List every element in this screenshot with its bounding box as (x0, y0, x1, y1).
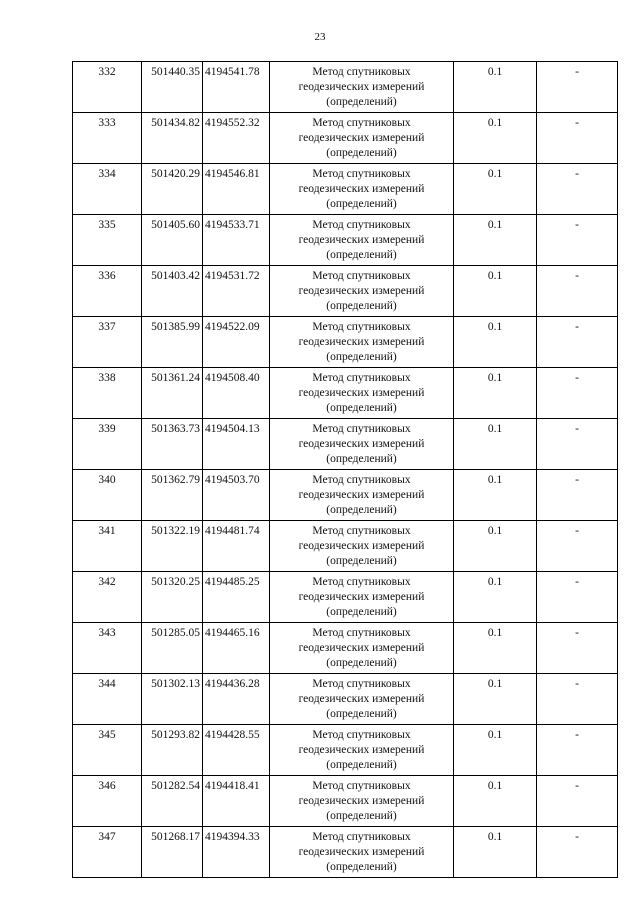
x-coordinate-cell: 501434.82 (142, 113, 203, 164)
note-cell: - (537, 623, 618, 674)
method-text-line: Метод спутниковых (312, 474, 411, 486)
accuracy-cell: 0.1 (454, 215, 537, 266)
point-number-cell: 346 (73, 776, 142, 827)
note-cell: - (537, 521, 618, 572)
accuracy-cell: 0.1 (454, 827, 537, 878)
method-cell (270, 266, 454, 317)
y-coordinate-cell: 4194394.33 (203, 827, 270, 878)
table-row (73, 164, 618, 215)
method-text-line: геодезических измерений (298, 285, 425, 297)
table-row (73, 572, 618, 623)
y-coordinate-cell: 4194541.78 (203, 62, 270, 113)
accuracy-cell: 0.1 (454, 725, 537, 776)
method-text-line: (определений) (326, 198, 397, 210)
accuracy-cell: 0.1 (454, 776, 537, 827)
x-coordinate-cell: 501268.17 (142, 827, 203, 878)
point-number-cell: 334 (73, 164, 142, 215)
accuracy-cell: 0.1 (454, 572, 537, 623)
method-text-line: (определений) (326, 453, 397, 465)
accuracy-cell: 0.1 (454, 164, 537, 215)
method-text-line: геодезических измерений (298, 642, 425, 654)
table-row (73, 113, 618, 164)
method-text-line: геодезических измерений (298, 744, 425, 756)
accuracy-cell: 0.1 (454, 521, 537, 572)
method-cell (270, 317, 454, 368)
point-number-cell: 347 (73, 827, 142, 878)
x-coordinate-cell: 501320.25 (142, 572, 203, 623)
accuracy-cell: 0.1 (454, 266, 537, 317)
table-row (73, 521, 618, 572)
method-text-line: геодезических измерений (298, 387, 425, 399)
coordinates-table (72, 61, 618, 878)
method-cell (270, 521, 454, 572)
x-coordinate-cell: 501322.19 (142, 521, 203, 572)
method-text-line: геодезических измерений (298, 846, 425, 858)
method-cell (270, 827, 454, 878)
method-text-line: Метод спутниковых (312, 780, 411, 792)
method-text-line: Метод спутниковых (312, 423, 411, 435)
y-coordinate-cell: 4194508.40 (203, 368, 270, 419)
point-number-cell: 339 (73, 419, 142, 470)
x-coordinate-cell: 501403.42 (142, 266, 203, 317)
method-text-line: геодезических измерений (298, 438, 425, 450)
accuracy-cell: 0.1 (454, 623, 537, 674)
point-number-cell: 345 (73, 725, 142, 776)
x-coordinate-cell: 501362.79 (142, 470, 203, 521)
point-number-cell: 344 (73, 674, 142, 725)
x-coordinate-cell: 501285.05 (142, 623, 203, 674)
method-text-line: Метод спутниковых (312, 576, 411, 588)
note-cell: - (537, 317, 618, 368)
method-text-line: (определений) (326, 810, 397, 822)
method-text-line: (определений) (326, 657, 397, 669)
method-text-line: Метод спутниковых (312, 525, 411, 537)
table-row (73, 674, 618, 725)
accuracy-cell: 0.1 (454, 368, 537, 419)
method-text-line: Метод спутниковых (312, 168, 411, 180)
point-number-cell: 333 (73, 113, 142, 164)
method-text-line: (определений) (326, 759, 397, 771)
point-number-cell: 332 (73, 62, 142, 113)
table-row (73, 725, 618, 776)
note-cell: - (537, 215, 618, 266)
note-cell: - (537, 470, 618, 521)
method-text-line: Метод спутниковых (312, 219, 411, 231)
method-cell (270, 113, 454, 164)
note-cell: - (537, 62, 618, 113)
method-cell (270, 725, 454, 776)
accuracy-cell: 0.1 (454, 62, 537, 113)
y-coordinate-cell: 4194503.70 (203, 470, 270, 521)
method-text-line: геодезических измерений (298, 336, 425, 348)
accuracy-cell: 0.1 (454, 419, 537, 470)
method-text-line: (определений) (326, 300, 397, 312)
point-number-cell: 342 (73, 572, 142, 623)
method-text-line: (определений) (326, 96, 397, 108)
x-coordinate-cell: 501302.13 (142, 674, 203, 725)
method-cell (270, 164, 454, 215)
y-coordinate-cell: 4194428.55 (203, 725, 270, 776)
method-cell (270, 674, 454, 725)
method-cell (270, 572, 454, 623)
x-coordinate-cell: 501361.24 (142, 368, 203, 419)
method-cell (270, 368, 454, 419)
point-number-cell: 338 (73, 368, 142, 419)
method-text-line: геодезических измерений (298, 795, 425, 807)
method-text-line: геодезических измерений (298, 540, 425, 552)
x-coordinate-cell: 501405.60 (142, 215, 203, 266)
accuracy-cell: 0.1 (454, 674, 537, 725)
y-coordinate-cell: 4194465.16 (203, 623, 270, 674)
method-text-line: Метод спутниковых (312, 678, 411, 690)
table-row (73, 419, 618, 470)
accuracy-cell: 0.1 (454, 317, 537, 368)
method-text-line: геодезических измерений (298, 591, 425, 603)
note-cell: - (537, 368, 618, 419)
note-cell: - (537, 419, 618, 470)
coordinates-table-body (73, 62, 618, 878)
accuracy-cell: 0.1 (454, 113, 537, 164)
y-coordinate-cell: 4194533.71 (203, 215, 270, 266)
table-row (73, 470, 618, 521)
note-cell: - (537, 827, 618, 878)
method-text-line: (определений) (326, 504, 397, 516)
y-coordinate-cell: 4194531.72 (203, 266, 270, 317)
method-text-line: геодезических измерений (298, 132, 425, 144)
method-text-line: геодезических измерений (298, 81, 425, 93)
y-coordinate-cell: 4194436.28 (203, 674, 270, 725)
method-text-line: Метод спутниковых (312, 729, 411, 741)
note-cell: - (537, 725, 618, 776)
method-text-line: Метод спутниковых (312, 117, 411, 129)
x-coordinate-cell: 501293.82 (142, 725, 203, 776)
method-text-line: Метод спутниковых (312, 372, 411, 384)
method-text-line: (определений) (326, 606, 397, 618)
accuracy-cell: 0.1 (454, 470, 537, 521)
method-text-line: геодезических измерений (298, 489, 425, 501)
table-row (73, 266, 618, 317)
y-coordinate-cell: 4194418.41 (203, 776, 270, 827)
method-cell (270, 215, 454, 266)
note-cell: - (537, 674, 618, 725)
method-cell (270, 776, 454, 827)
method-text-line: геодезических измерений (298, 183, 425, 195)
method-cell (270, 419, 454, 470)
y-coordinate-cell: 4194504.13 (203, 419, 270, 470)
x-coordinate-cell: 501363.73 (142, 419, 203, 470)
y-coordinate-cell: 4194481.74 (203, 521, 270, 572)
table-row (73, 215, 618, 266)
y-coordinate-cell: 4194552.32 (203, 113, 270, 164)
table-row (73, 776, 618, 827)
point-number-cell: 335 (73, 215, 142, 266)
method-text-line: (определений) (326, 708, 397, 720)
method-text-line: Метод спутниковых (312, 270, 411, 282)
page-number: 23 (314, 31, 326, 43)
method-cell (270, 62, 454, 113)
x-coordinate-cell: 501420.29 (142, 164, 203, 215)
point-number-cell: 340 (73, 470, 142, 521)
point-number-cell: 343 (73, 623, 142, 674)
note-cell: - (537, 113, 618, 164)
method-text-line: геодезических измерений (298, 234, 425, 246)
x-coordinate-cell: 501282.54 (142, 776, 203, 827)
method-text-line: Метод спутниковых (312, 627, 411, 639)
x-coordinate-cell: 501385.99 (142, 317, 203, 368)
method-text-line: (определений) (326, 351, 397, 363)
method-text-line: геодезических измерений (298, 693, 425, 705)
method-cell (270, 470, 454, 521)
x-coordinate-cell: 501440.35 (142, 62, 203, 113)
method-text-line: (определений) (326, 861, 397, 873)
method-text-line: (определений) (326, 147, 397, 159)
method-text-line: Метод спутниковых (312, 831, 411, 843)
table-row (73, 827, 618, 878)
y-coordinate-cell: 4194546.81 (203, 164, 270, 215)
method-text-line: Метод спутниковых (312, 66, 411, 78)
point-number-cell: 337 (73, 317, 142, 368)
note-cell: - (537, 776, 618, 827)
note-cell: - (537, 266, 618, 317)
note-cell: - (537, 572, 618, 623)
method-text-line: (определений) (326, 555, 397, 567)
method-text-line: (определений) (326, 249, 397, 261)
y-coordinate-cell: 4194485.25 (203, 572, 270, 623)
method-cell (270, 623, 454, 674)
note-cell: - (537, 164, 618, 215)
table-row (73, 62, 618, 113)
table-row (73, 317, 618, 368)
table-row (73, 368, 618, 419)
method-text-line: Метод спутниковых (312, 321, 411, 333)
point-number-cell: 341 (73, 521, 142, 572)
point-number-cell: 336 (73, 266, 142, 317)
table-row (73, 623, 618, 674)
method-text-line: (определений) (326, 402, 397, 414)
y-coordinate-cell: 4194522.09 (203, 317, 270, 368)
